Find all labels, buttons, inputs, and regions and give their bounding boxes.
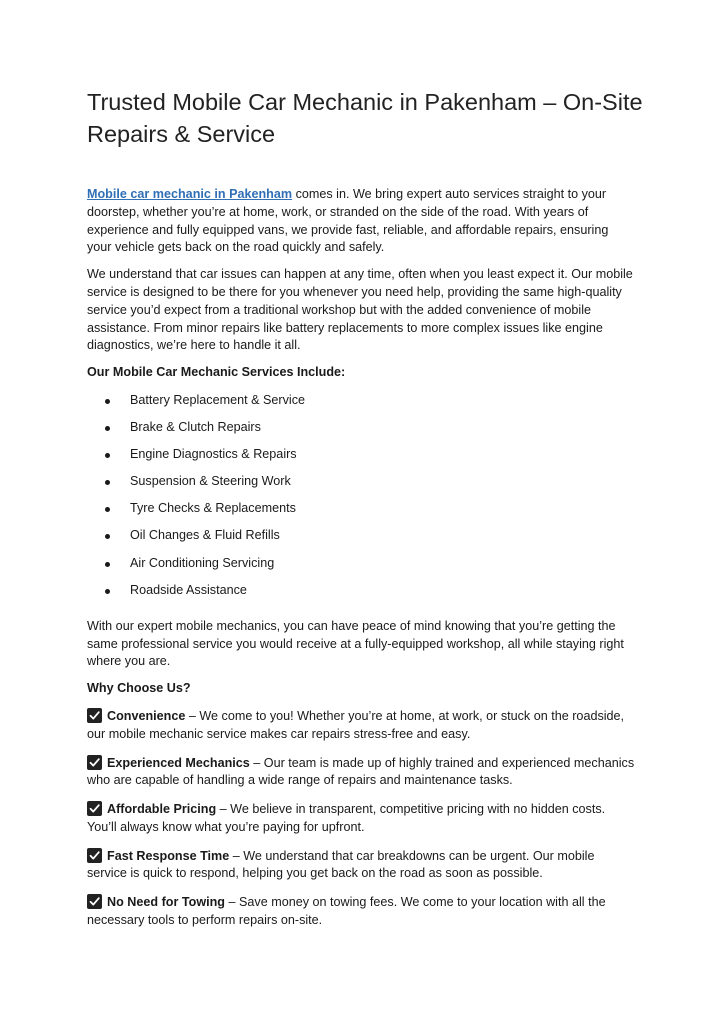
bullet-dot-icon [105, 399, 110, 404]
reason-item [87, 801, 635, 837]
list-item [87, 419, 635, 446]
reason-text: – Our team is made up of highly trained and experienced mechanics who are capable of handling a wide range of repairs and maintenance tasks. [87, 755, 635, 788]
list-item [87, 446, 635, 473]
services-list [87, 392, 635, 609]
list-item [87, 555, 635, 582]
list-item [87, 582, 635, 609]
check-box-icon [87, 755, 102, 770]
reason-title: Convenience [107, 708, 186, 723]
bullet-dot-icon [105, 534, 110, 539]
bullet-dot-icon [105, 589, 110, 594]
check-box-icon [87, 848, 102, 863]
bullet-dot-icon [105, 562, 110, 567]
reason-text: – We understand that car breakdowns can be urgent. Our mobile service is quick to respond, helping you get back on the road as soon as possible. [87, 848, 595, 881]
bullet-dot-icon [105, 480, 110, 485]
reason-item [87, 755, 635, 791]
document-body [87, 186, 635, 941]
intro-link[interactable]: Mobile car mechanic in Pakenham [87, 187, 293, 201]
services-heading: Our Mobile Car Mechanic Services Include: [87, 365, 346, 380]
closing-paragraph: With our expert mobile mechanics, you can have peace of mind knowing that you’re getting the same professional service you would receive at a fully-equipped workshop, all while staying right where you are. [87, 618, 624, 669]
service-label: Roadside Assistance [130, 582, 247, 597]
reason-title: Experienced Mechanics [107, 755, 250, 770]
service-label: Suspension & Steering Work [130, 474, 291, 489]
reason-title: Affordable Pricing [107, 802, 217, 817]
intro-paragraph [87, 186, 635, 257]
reason-title: No Need for Towing [107, 895, 225, 910]
list-item [87, 500, 635, 527]
bullet-dot-icon [105, 507, 110, 512]
list-item [87, 392, 635, 419]
service-label: Tyre Checks & Replacements [130, 501, 296, 516]
service-label: Oil Changes & Fluid Refills [130, 528, 280, 543]
bullet-dot-icon [105, 426, 110, 431]
service-label: Brake & Clutch Repairs [130, 420, 261, 435]
reason-item [87, 708, 635, 744]
service-label: Engine Diagnostics & Repairs [130, 447, 297, 462]
service-label: Air Conditioning Servicing [130, 555, 275, 570]
reason-text: – Save money on towing fees. We come to your location with all the necessary tools to perform repairs on-site. [87, 895, 606, 928]
reason-text: – We believe in transparent, competitive pricing with no hidden costs. You’ll always know what you’re paying for upfront. [87, 802, 606, 834]
reason-title: Fast Response Time [107, 848, 230, 863]
reason-item [87, 848, 635, 884]
list-item [87, 473, 635, 500]
bullet-dot-icon [105, 453, 110, 458]
intro-text: comes in. We bring expert auto services straight to your doorstep, whether you’re at home, work, or stranded on the side of the road. With years of experience and fully equipped vans, we provide fast, reliable, and affordable repairs, ensuring your vehicle gets back on the road quickly and safely. [87, 187, 609, 255]
page-title: Trusted Mobile Car Mechanic in Pakenham – On-Site Repairs & Service [87, 89, 643, 147]
reason-text: – We come to you! Whether you’re at home, at work, or stuck on the roadside, our mobile mechanic service makes car repairs stress-free and easy. [87, 708, 625, 741]
service-label: Battery Replacement & Service [130, 392, 305, 407]
check-box-icon [87, 801, 102, 816]
check-box-icon [87, 708, 102, 723]
reason-item [87, 894, 635, 930]
check-box-icon [87, 894, 102, 909]
list-item [87, 527, 635, 554]
about-paragraph: We understand that car issues can happen at any time, often when you least expect it. Our mobile service is designed to be there for you whenever you need help, providing the same high-quality service you’d expect from a traditional workshop but with the added convenience of mobile assistance. From minor repairs like battery replacements to more complex issues like engine diagnostics, we’re here to handle it all. [87, 267, 633, 353]
why-heading: Why Choose Us? [87, 681, 191, 696]
